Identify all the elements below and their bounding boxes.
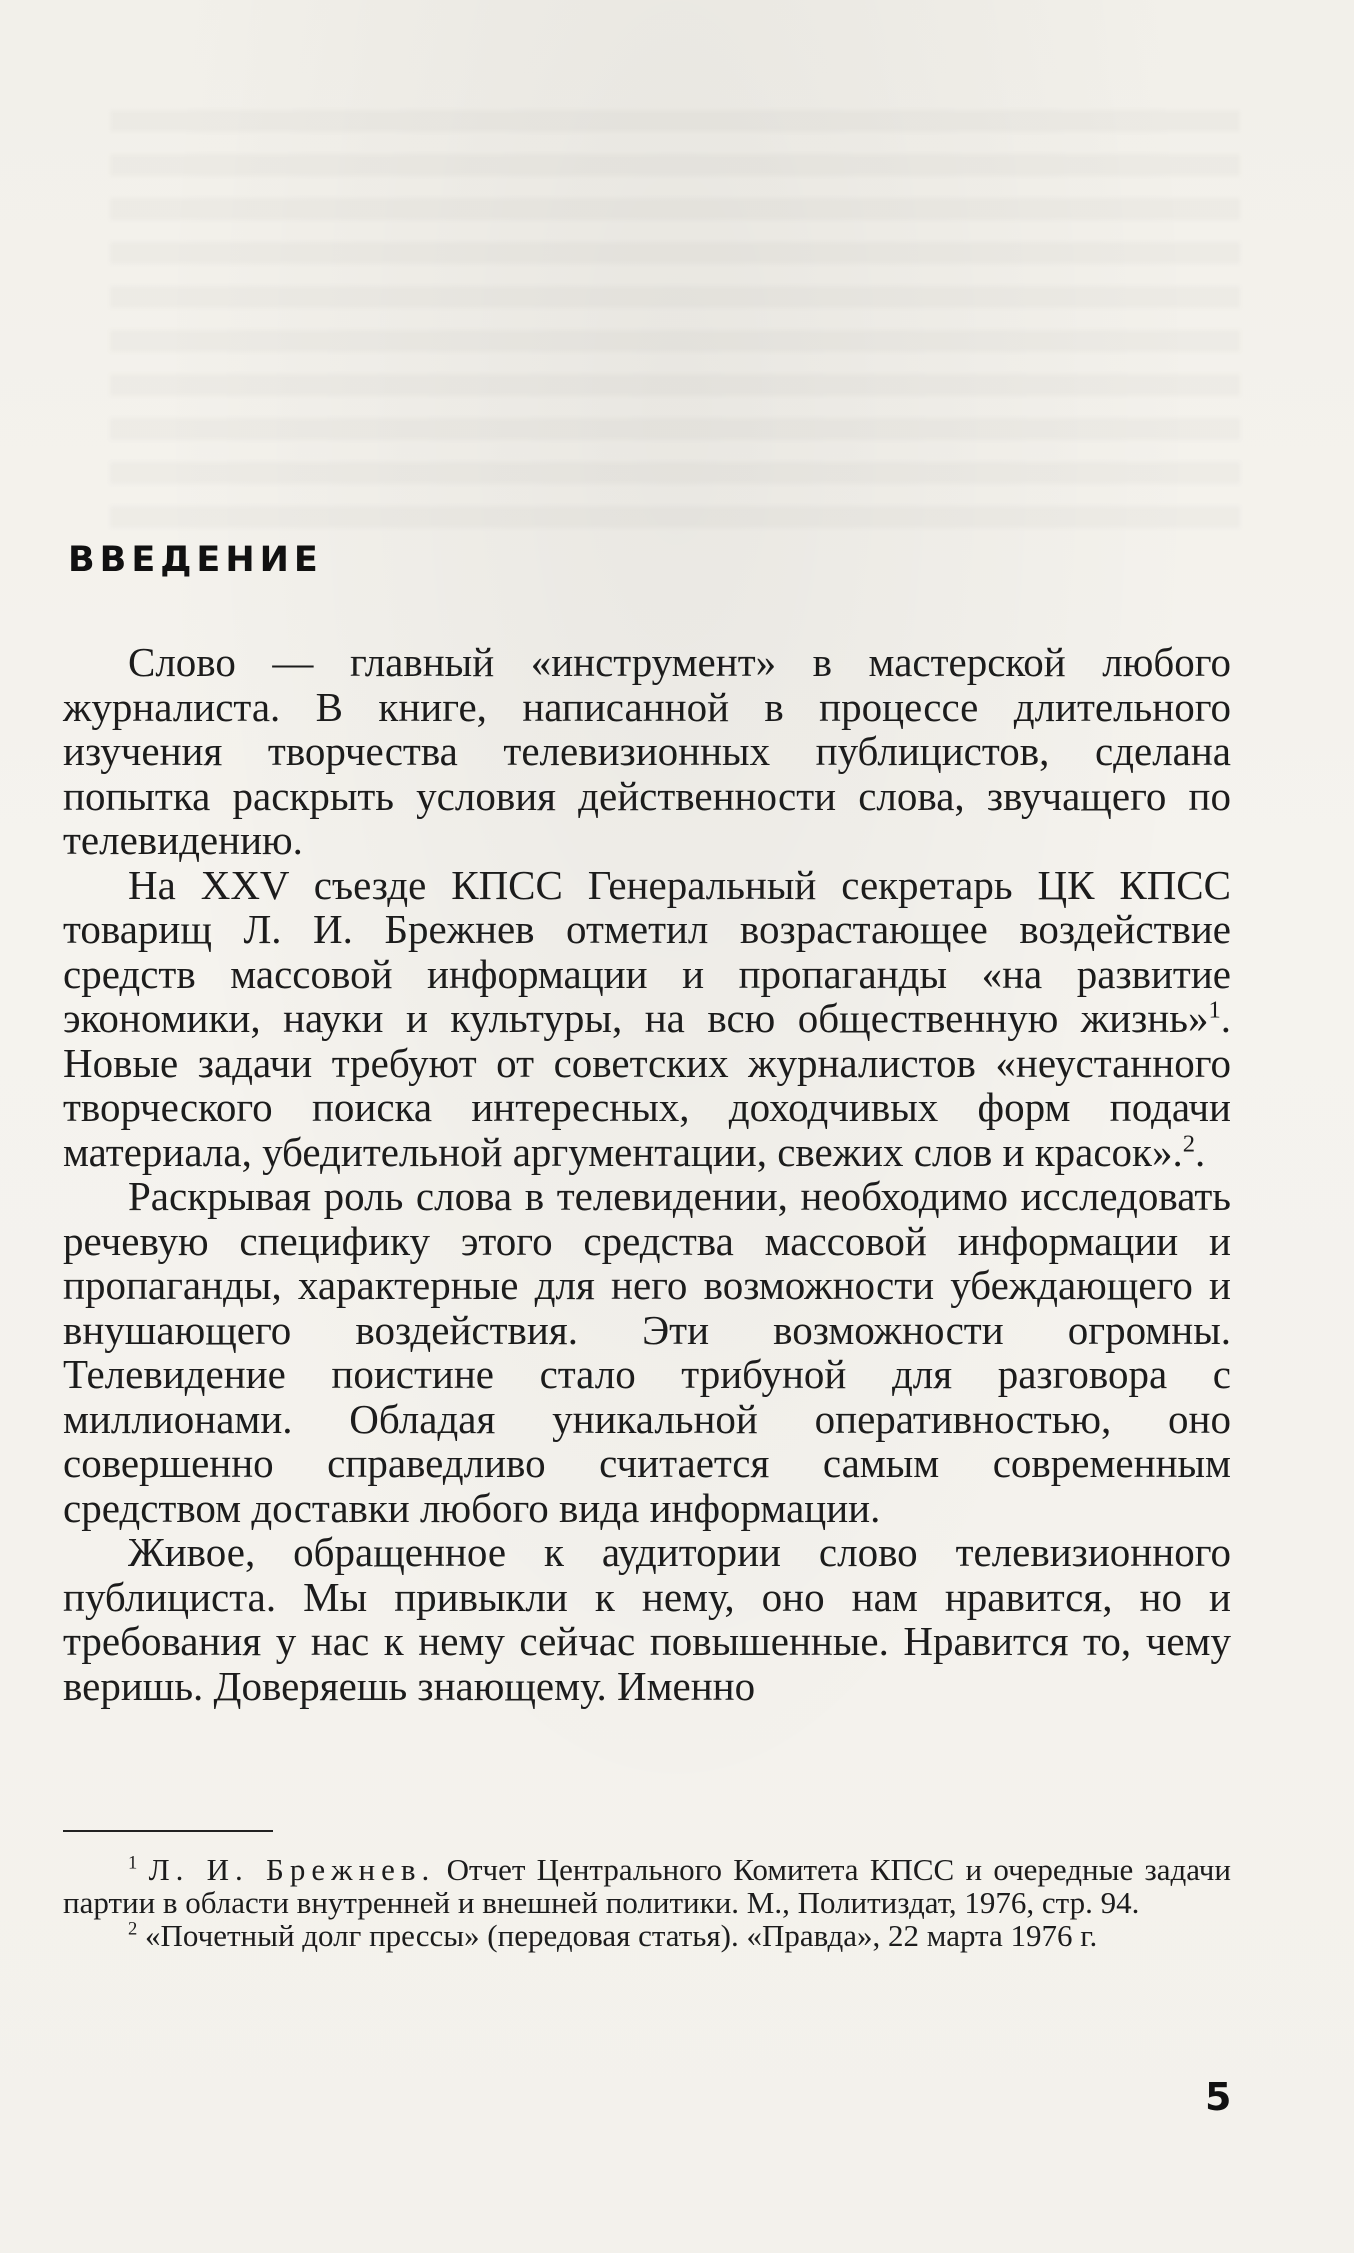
paragraph-2-part-1: На XXV съезде КПСС Генеральный секретарь ЦК КПСС товарищ Л. И. Брежнев отметил возрастающее воздействие средств массовой информации и пропаганды «на развитие экономики, науки и культуры, на всю общественную жизнь»: [63, 861, 1231, 1041]
footnote-number: 1: [128, 1852, 138, 1874]
paragraph-1: Слово — главный «инструмент» в мастерской любого журналиста. В книге, написанной в процессе длительного изучения творчества телевизионных публицистов, сделана попытка раскрыть условия действенности слова, звучащего по телевидению.: [63, 639, 1231, 863]
paragraph-2-part-3: .: [1195, 1128, 1206, 1175]
footnote-divider: [63, 1830, 273, 1832]
footnotes: [63, 1853, 1231, 1952]
main-text: [63, 640, 1231, 1708]
footnote-1: [63, 1853, 1231, 1919]
paragraph-3: Раскрывая роль слова в телевидении, необходимо исследовать речевую специфику этого средства массовой информации и пропаганды, характерные для него возможности убеждающего и внушающего воздействия. Эти возможности огромны. Телевидение поистине стало трибуной для разговора с миллионами. Обладая уникальной оперативностью, оно совершенно справедливо считается самым современным средством доставки любого вида информации.: [63, 1173, 1231, 1531]
footnote-ref-1: 1: [1208, 996, 1221, 1024]
page-number: 5: [1205, 2075, 1232, 2119]
footnote-text: «Почетный долг прессы» (передовая статья). «Правда», 22 марта 1976 г.: [137, 1918, 1098, 1953]
show-through-texture: [110, 110, 1240, 530]
footnote-text: Отчет Центрального Комитета КПСС и очередные задачи партии в области внутренней и внешней политики. М., Политиздат, 1976, стр. 94.: [63, 1852, 1231, 1920]
footnote-2: [63, 1919, 1231, 1952]
footnote-number: 2: [128, 1918, 138, 1940]
chapter-heading: ВВЕДЕНИЕ: [68, 540, 323, 580]
paragraph-2-part-2: . Новые задачи требуют от советских журналистов «неустанного творческого поиска интересных, доходчивых форм подачи материала, убедительной аргументации, свежих слов и красок».: [63, 995, 1231, 1175]
paragraph-4: Живое, обращенное к аудитории слово телевизионного публициста. Мы привыкли к нему, оно нам нравится, но и требования у нас к нему сейчас повышенные. Нравится то, чему веришь. Доверяешь знающему. Именно: [63, 1529, 1231, 1709]
paragraph-2: [63, 863, 1231, 1175]
footnote-author: Л. И. Брежнев.: [148, 1852, 436, 1887]
footnote-ref-2: 2: [1182, 1129, 1195, 1157]
